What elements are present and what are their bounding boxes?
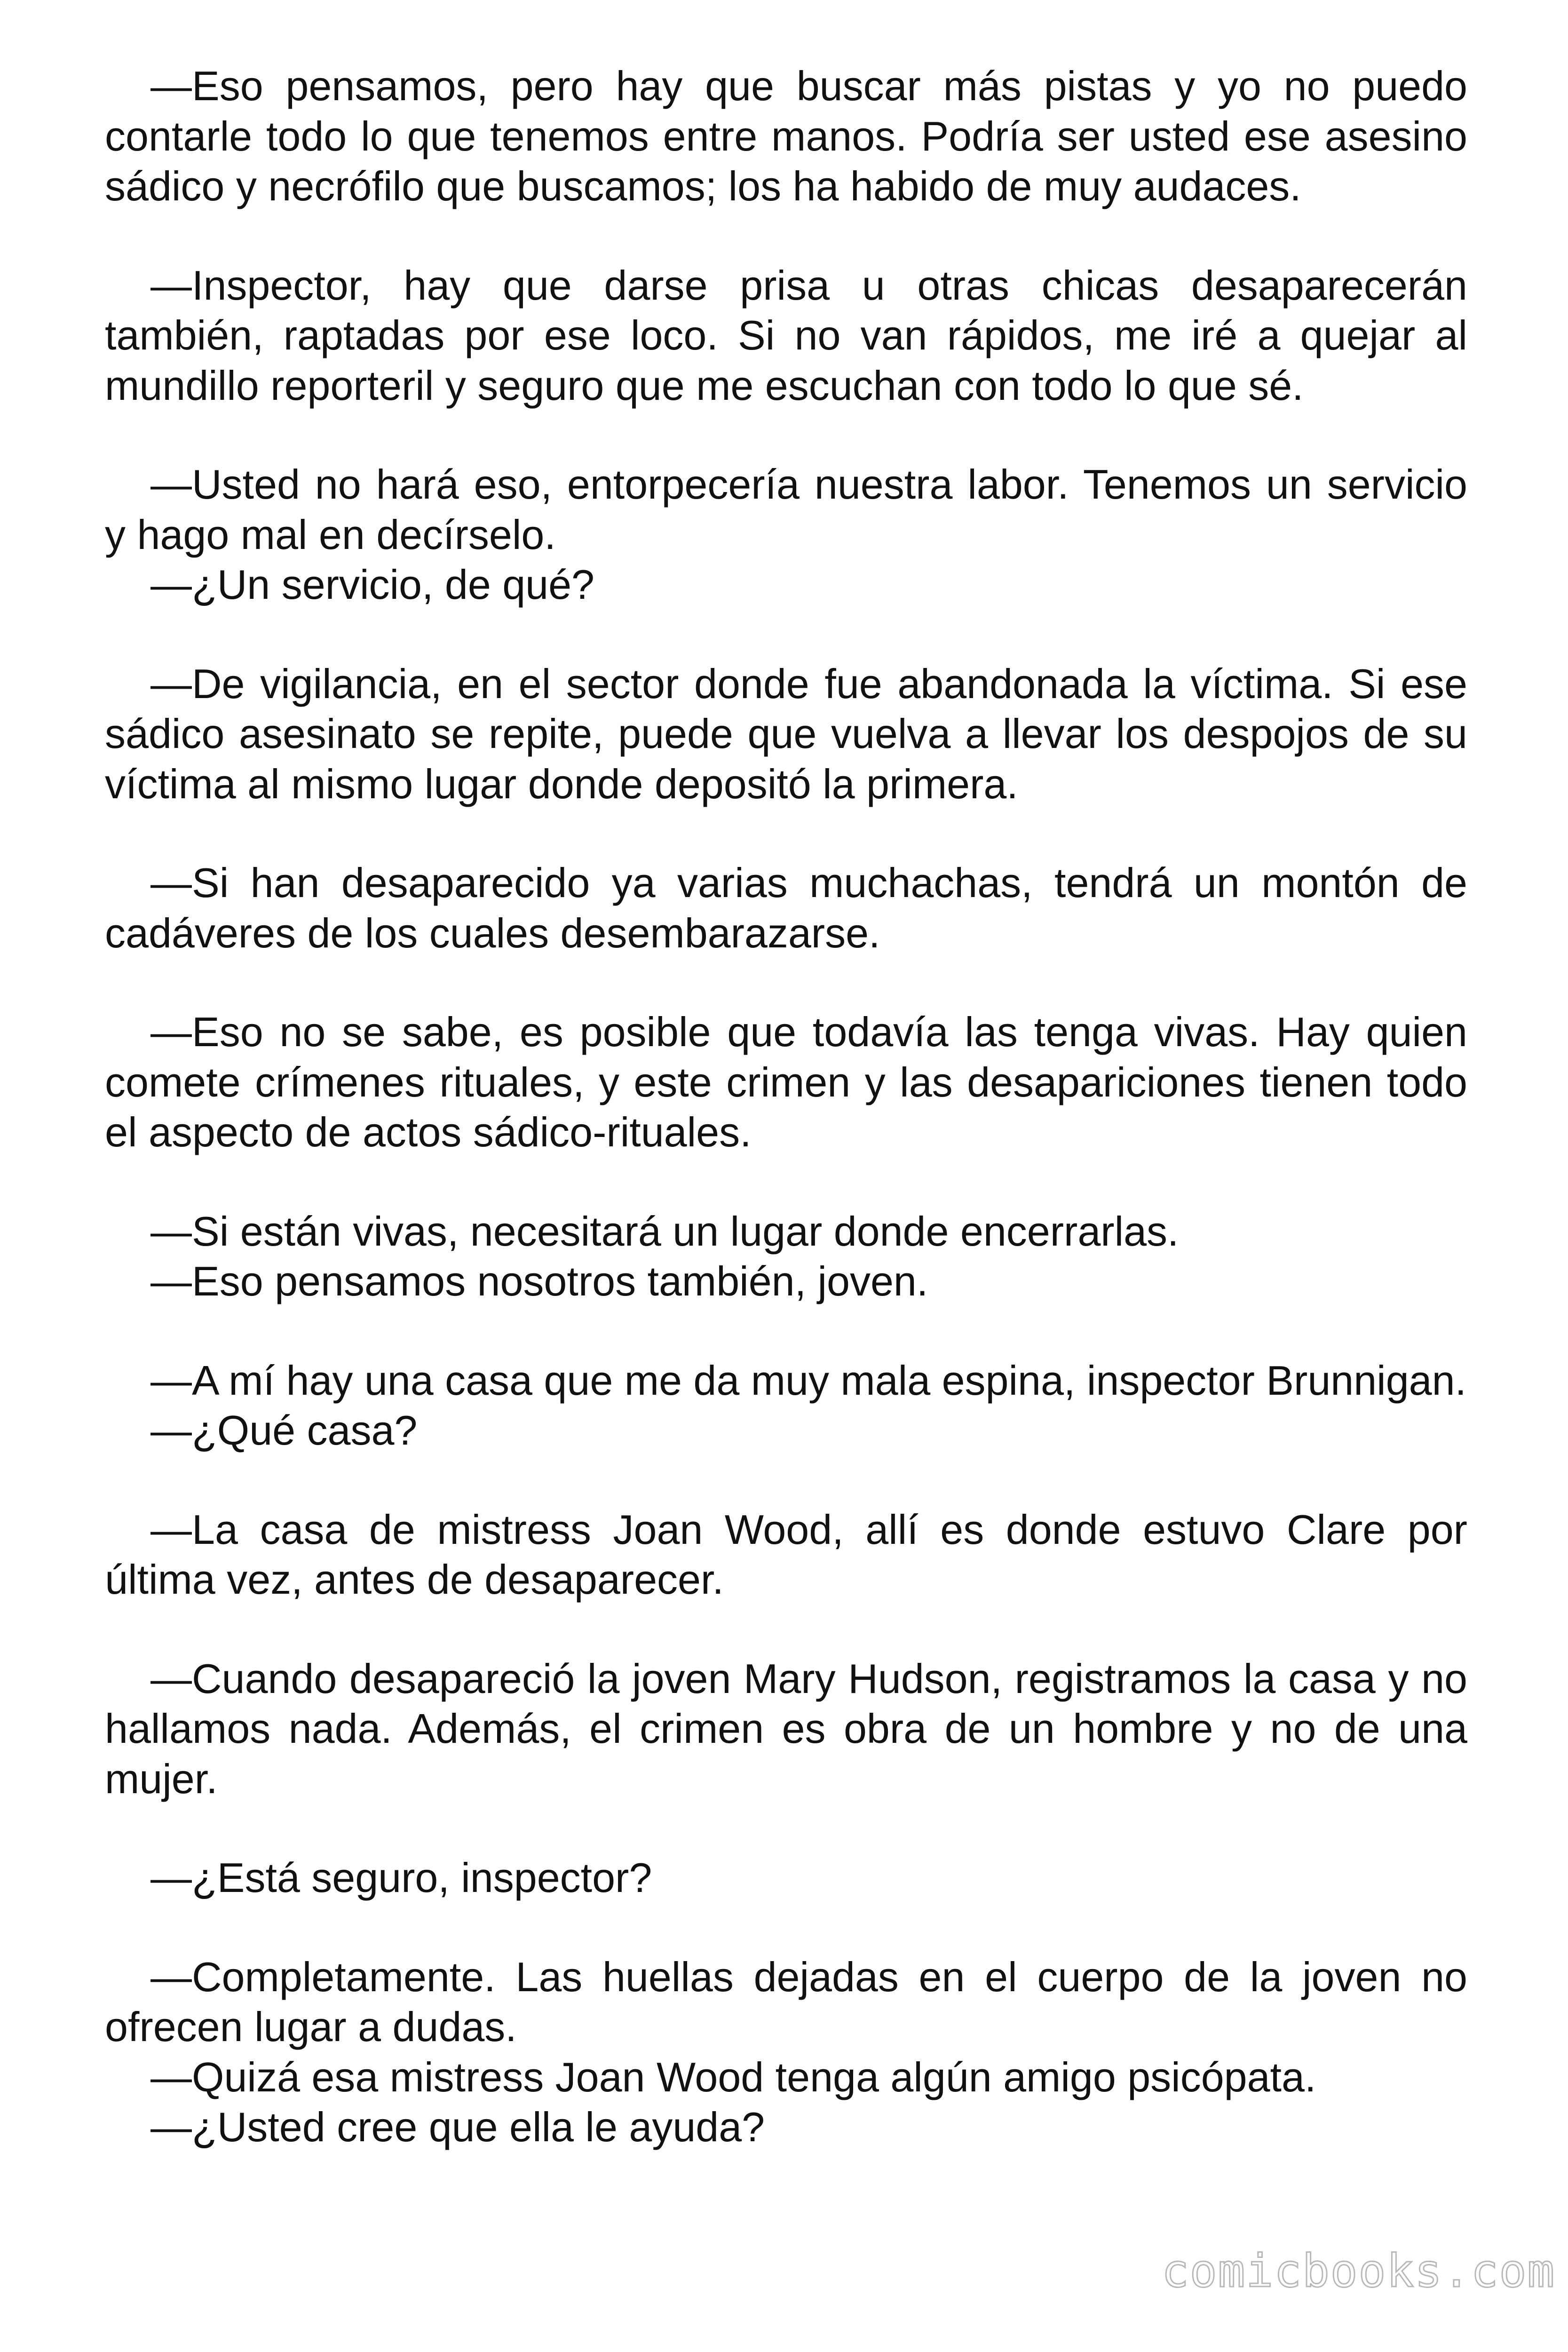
dialogue-paragraph: —Quizá esa mistress Joan Wood tenga algún amigo psicópata. (150, 2053, 1316, 2100)
dialogue-paragraph: —Cuando desapareció la joven Mary Hudson, registramos la casa y no hallamos nada. Además, el crimen es obra de un hombre y no de una mujer. (105, 1655, 1467, 1802)
dialogue-paragraph: —Eso pensamos, pero hay que buscar más pistas y yo no puedo contarle todo lo que tenemos entre manos. Podría ser usted ese asesino sádico y necrófilo que buscamos; los ha habido de muy audaces. (105, 63, 1467, 209)
dialogue-paragraph: —¿Está seguro, inspector? (150, 1854, 652, 1901)
dialogue-paragraph: —Usted no hará eso, entorpecería nuestra labor. Tenemos un servicio y hago mal en decírselo. (105, 461, 1467, 558)
dialogue-paragraph: —¿Un servicio, de qué? (150, 561, 594, 608)
dialogue-paragraph: —Completamente. Las huellas dejadas en el cuerpo de la joven no ofrecen lugar a dudas. (105, 1953, 1467, 2050)
watermark: comicbooks.com (1162, 2245, 1556, 2297)
dialogue-paragraph: —Inspector, hay que darse prisa u otras chicas desaparecerán también, raptadas por ese loco. Si no van rápidos, me iré a quejar al mundillo reporteril y seguro que me escuchan con todo lo que sé. (105, 262, 1467, 409)
dialogue-paragraph: —¿Qué casa? (150, 1407, 418, 1454)
dialogue-paragraph: —De vigilancia, en el sector donde fue abandonada la víctima. Si ese sádico asesinato se repite, puede que vuelva a llevar los despojos de su víctima al mismo lugar donde depositó la primera. (105, 660, 1467, 807)
dialogue-paragraph: —Eso pensamos nosotros también, joven. (150, 1258, 928, 1304)
dialogue-paragraph: —Si están vivas, necesitará un lugar donde encerrarlas. (150, 1208, 1179, 1255)
dialogue-paragraph: —La casa de mistress Joan Wood, allí es donde estuvo Clare por última vez, antes de desaparecer. (105, 1506, 1467, 1603)
book-page-text (105, 61, 1467, 2153)
dialogue-paragraph: —Eso no se sabe, es posible que todavía las tenga vivas. Hay quien comete crímenes rituales, y este crimen y las desapariciones tienen todo el aspecto de actos sádico-rituales. (105, 1009, 1467, 1155)
dialogue-paragraph: —¿Usted cree que ella le ayuda? (150, 2104, 765, 2150)
dialogue-paragraph: —Si han desaparecido ya varias muchachas, tendrá un montón de cadáveres de los cuales desembarazarse. (105, 859, 1467, 956)
dialogue-paragraph: —A mí hay una casa que me da muy mala espina, inspector Brunnigan. (150, 1357, 1466, 1404)
